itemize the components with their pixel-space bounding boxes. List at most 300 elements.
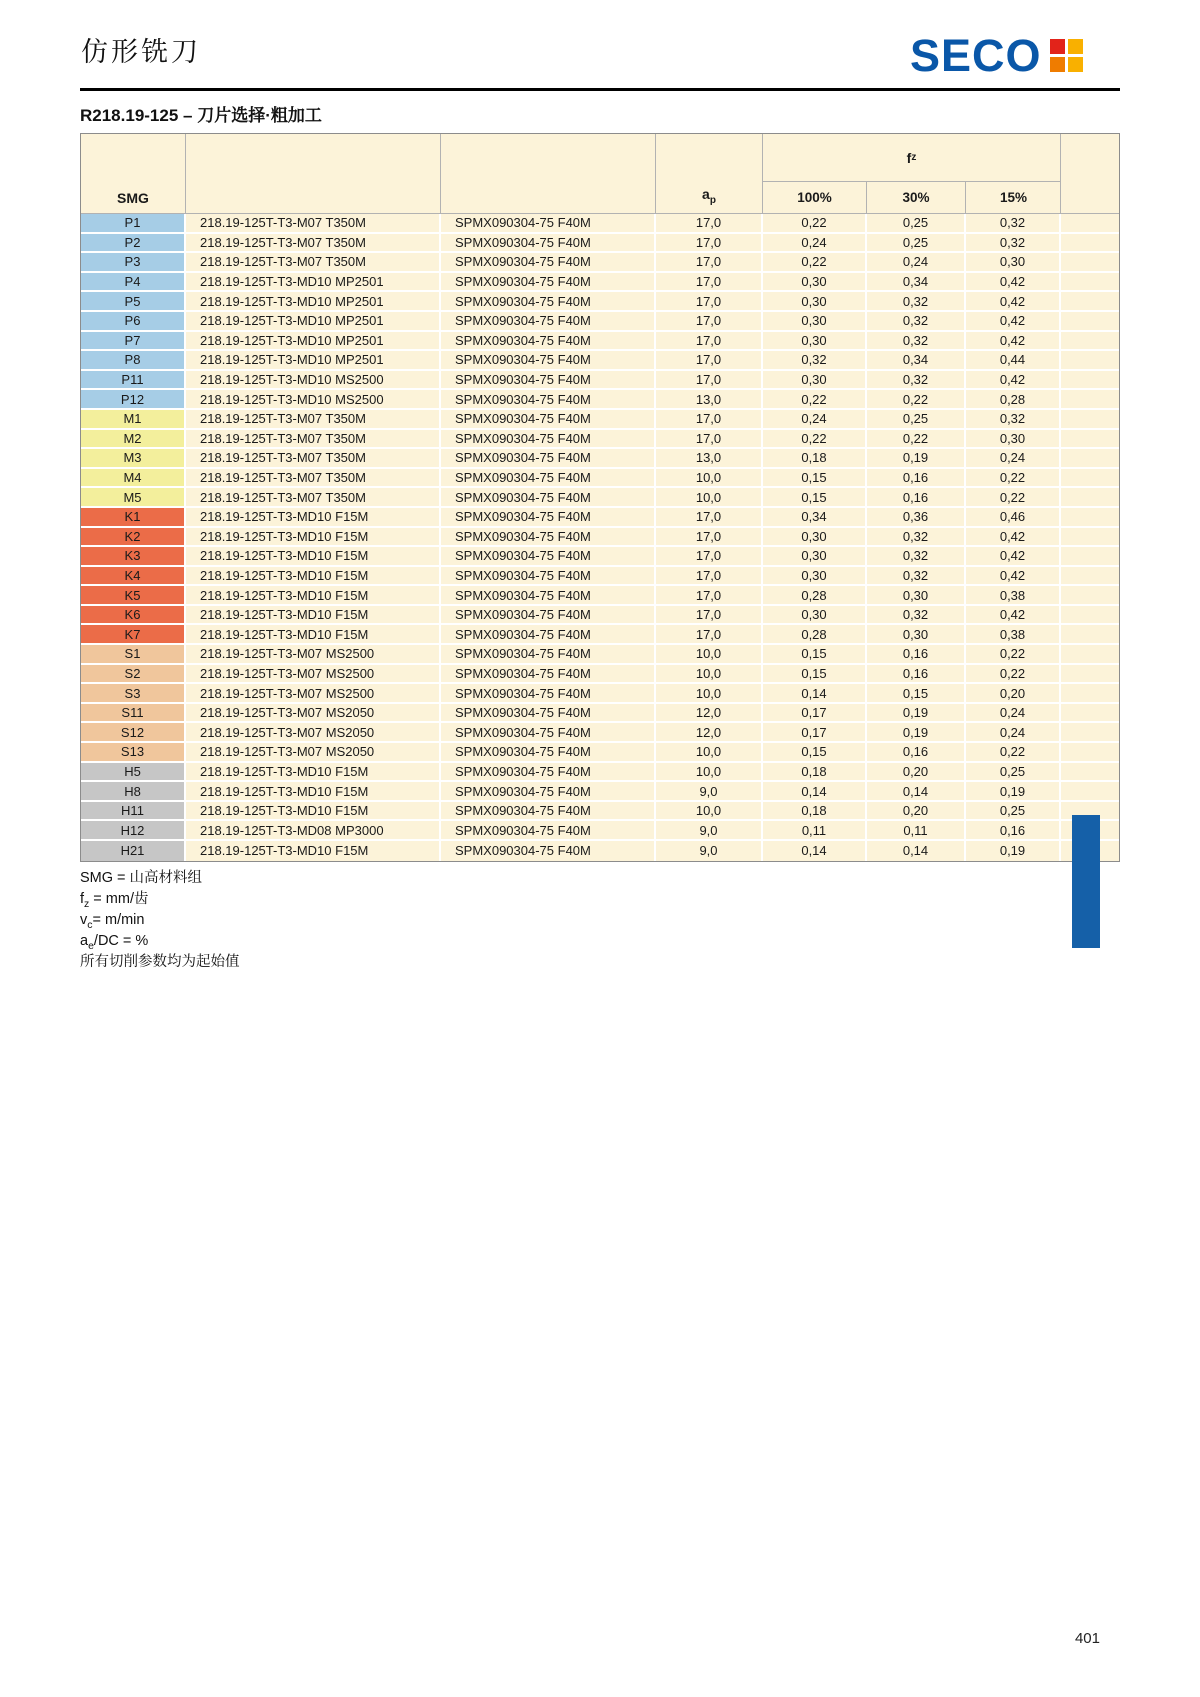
insert-cell: SPMX090304-75 F40M [441,645,656,665]
smg-cell: K3 [81,547,186,567]
table-row [81,469,1119,489]
spacer-cell [1061,606,1119,626]
insert-cell: SPMX090304-75 F40M [441,763,656,783]
insert-cell: SPMX090304-75 F40M [441,508,656,528]
table-row [81,273,1119,293]
insert-cell: SPMX090304-75 F40M [441,332,656,352]
fz-30-cell: 0,14 [867,841,966,861]
fz-100-cell: 0,34 [763,508,867,528]
fz-30-cell: 0,16 [867,645,966,665]
smg-cell: P8 [81,351,186,371]
seco-logo-text: SECO [910,30,1042,81]
insert-cell: SPMX090304-75 F40M [441,841,656,861]
spacer-cell [1061,567,1119,587]
fz-15-cell: 0,24 [966,723,1061,743]
fz-100-cell: 0,30 [763,606,867,626]
fz-15-cell: 0,42 [966,606,1061,626]
fz-15-cell: 0,44 [966,351,1061,371]
smg-cell: P6 [81,312,186,332]
fz-30-cell: 0,34 [867,273,966,293]
spacer-cell [1061,214,1119,234]
spacer-cell [1061,665,1119,685]
fz-100-cell: 0,15 [763,743,867,763]
smg-cell: K5 [81,586,186,606]
ap-cell: 13,0 [656,449,763,469]
fz-30-cell: 0,22 [867,390,966,410]
cutter-cell: 218.19-125T-T3-M07 MS2500 [186,665,441,685]
cutter-cell: 218.19-125T-T3-M07 MS2500 [186,645,441,665]
fz-100-cell: 0,22 [763,214,867,234]
cutter-cell: 218.19-125T-T3-MD10 MP2501 [186,332,441,352]
fz-100-cell: 0,18 [763,802,867,822]
seco-logo-square [1050,57,1065,72]
table-row [81,547,1119,567]
table-row [81,704,1119,724]
insert-cell: SPMX090304-75 F40M [441,704,656,724]
fz-30-cell: 0,32 [867,292,966,312]
insert-cell: SPMX090304-75 F40M [441,723,656,743]
footnote-line: $f_z = mm/$齿 [80,891,149,910]
table-row [81,430,1119,450]
seco-logo-square [1068,57,1083,72]
table-row [81,665,1119,685]
ap-cell: 17,0 [656,214,763,234]
smg-cell: P12 [81,390,186,410]
fz-30-cell: 0,36 [867,508,966,528]
fz-15-cell: 0,22 [966,743,1061,763]
fz-30-cell: 0,32 [867,332,966,352]
ap-cell: 9,0 [656,841,763,861]
fz-15-cell: 0,38 [966,586,1061,606]
seco-logo-square [1068,39,1083,54]
side-tab [1072,815,1100,948]
empty-header [1061,134,1119,213]
table-row [81,292,1119,312]
fz-15-cell: 0,42 [966,273,1061,293]
cutter-cell: 218.19-125T-T3-M07 T350M [186,410,441,430]
fz-15-cell: 0,30 [966,253,1061,273]
footnote-line: $a_e/DC$ = % [80,933,149,952]
fz-15-cell: 0,32 [966,234,1061,254]
cutter-cell: 218.19-125T-T3-MD10 F15M [186,528,441,548]
ap-cell: 10,0 [656,488,763,508]
cutter-cell: 218.19-125T-T3-M07 T350M [186,449,441,469]
smg-cell: H11 [81,802,186,822]
smg-cell: K2 [81,528,186,548]
spacer-cell [1061,351,1119,371]
smg-cell: H21 [81,841,186,861]
header-rule [80,88,1120,91]
fz-15-cell: 0,24 [966,704,1061,724]
spacer-cell [1061,292,1119,312]
insert-cell: SPMX090304-75 F40M [441,625,656,645]
table-row [81,234,1119,254]
fz-15-cell: 0,22 [966,665,1061,685]
insert-cell: SPMX090304-75 F40M [441,390,656,410]
fz-30-cell: 0,14 [867,782,966,802]
table-row [81,508,1119,528]
fz-100-cell: 0,30 [763,273,867,293]
insert-cell: SPMX090304-75 F40M [441,469,656,489]
fz-15-cell: 0,25 [966,802,1061,822]
fz-100-cell: 0,11 [763,821,867,841]
smg-cell: P7 [81,332,186,352]
table-row [81,743,1119,763]
cutter-cell: 218.19-125T-T3-MD10 MP2501 [186,312,441,332]
percent-header-15: 15% [999,190,1028,205]
fz-30-cell: 0,32 [867,371,966,391]
smg-cell: P11 [81,371,186,391]
ap-cell: 10,0 [656,645,763,665]
smg-cell: S12 [81,723,186,743]
cutter-cell: 218.19-125T-T3-MD10 F15M [186,606,441,626]
ap-cell: 10,0 [656,802,763,822]
fz-15-cell: 0,42 [966,292,1061,312]
insert-cell: SPMX090304-75 F40M [441,273,656,293]
cutter-cell: 218.19-125T-T3-M07 MS2050 [186,723,441,743]
fz-30-cell: 0,30 [867,625,966,645]
cutter-cell: 218.19-125T-T3-M07 MS2050 [186,704,441,724]
cutter-cell: 218.19-125T-T3-MD08 MP3000 [186,821,441,841]
spacer-cell [1061,234,1119,254]
fz-100-cell: 0,30 [763,528,867,548]
table-header [81,134,1119,214]
table-row [81,528,1119,548]
table-row [81,567,1119,587]
fz-30-cell: 0,16 [867,488,966,508]
fz-30-cell: 0,19 [867,704,966,724]
fz-15-cell: 0,28 [966,390,1061,410]
smg-cell: P4 [81,273,186,293]
footnote-line: $v_c= m/\min$ [80,912,145,931]
table-row [81,821,1119,841]
fz-15-cell: 0,19 [966,841,1061,861]
fz-100-cell: 0,22 [763,430,867,450]
fz-15-cell: 0,32 [966,410,1061,430]
insert-cell: SPMX090304-75 F40M [441,547,656,567]
fz-15-cell: 0,22 [966,488,1061,508]
spacer-cell [1061,528,1119,548]
smg-cell: H8 [81,782,186,802]
spacer-cell [1061,410,1119,430]
seco-logo-square [1050,39,1065,54]
cutter-cell: 218.19-125T-T3-MD10 MP2501 [186,351,441,371]
ap-cell: 12,0 [656,723,763,743]
fz-100-cell: 0,30 [763,312,867,332]
spacer-cell [1061,782,1119,802]
table-row [81,449,1119,469]
fz-15-cell: 0,42 [966,371,1061,391]
ap-cell: 17,0 [656,312,763,332]
fz-100-cell: 0,28 [763,586,867,606]
cutter-cell: 218.19-125T-T3-MD10 MS2500 [186,371,441,391]
fz-15-cell: 0,30 [966,430,1061,450]
fz-label: f z [763,134,1060,182]
ap-cell: 17,0 [656,332,763,352]
spacer-cell [1061,743,1119,763]
ap-cell: 17,0 [656,273,763,293]
ap-cell: 9,0 [656,821,763,841]
fz-100-cell: 0,30 [763,292,867,312]
smg-cell: K4 [81,567,186,587]
fz-30-cell: 0,15 [867,684,966,704]
spacer-cell [1061,586,1119,606]
table-row [81,782,1119,802]
spacer-cell [1061,312,1119,332]
fz-30-cell: 0,11 [867,821,966,841]
fz-100-cell: 0,14 [763,782,867,802]
table-body [81,214,1119,861]
fz-30-cell: 0,30 [867,586,966,606]
insert-cell: SPMX090304-75 F40M [441,743,656,763]
fz-30-cell: 0,19 [867,723,966,743]
table-row [81,606,1119,626]
insert-cell: SPMX090304-75 F40M [441,430,656,450]
fz-30-cell: 0,16 [867,469,966,489]
fz-15-cell: 0,42 [966,312,1061,332]
table-row [81,763,1119,783]
insert-cell: SPMX090304-75 F40M [441,665,656,685]
ap-cell: 17,0 [656,292,763,312]
insert-cell: SPMX090304-75 F40M [441,410,656,430]
fz-100-cell: 0,15 [763,469,867,489]
fz-100-cell: 0,28 [763,625,867,645]
smg-cell: K1 [81,508,186,528]
fz-100-cell: 0,30 [763,567,867,587]
fz-100-cell: 0,17 [763,723,867,743]
table-row [81,351,1119,371]
cutter-cell: 218.19-125T-T3-M07 T350M [186,214,441,234]
table-row [81,214,1119,234]
table-row [81,802,1119,822]
spacer-cell [1061,469,1119,489]
fz-30-cell: 0,24 [867,253,966,273]
section-heading: R218.19-125 – 刀片选择·粗加工 [80,106,322,125]
spacer-cell [1061,508,1119,528]
fz-30-cell: 0,32 [867,567,966,587]
table-row [81,488,1119,508]
cutter-cell: 218.19-125T-T3-MD10 F15M [186,547,441,567]
spacer-cell [1061,723,1119,743]
cutter-cell: 218.19-125T-T3-MD10 MP2501 [186,292,441,312]
spacer-cell [1061,625,1119,645]
insert-cell: SPMX090304-75 F40M [441,684,656,704]
smg-cell: M5 [81,488,186,508]
cutter-cell: 218.19-125T-T3-MD10 F15M [186,782,441,802]
seco-logo [910,30,1083,81]
cutter-cell: 218.19-125T-T3-M07 T350M [186,430,441,450]
ap-cell: 17,0 [656,410,763,430]
ap-cell: 17,0 [656,567,763,587]
table-row [81,390,1119,410]
fz-header [763,134,1061,213]
ap-cell: 9,0 [656,782,763,802]
fz-100-cell: 0,30 [763,547,867,567]
table-row [81,586,1119,606]
spacer-cell [1061,371,1119,391]
smg-cell: M1 [81,410,186,430]
ap-cell: 13,0 [656,390,763,410]
ap-cell: 17,0 [656,371,763,391]
spacer-cell [1061,645,1119,665]
table-row [81,723,1119,743]
smg-cell: H12 [81,821,186,841]
fz-15-cell: 0,42 [966,528,1061,548]
insert-cell: SPMX090304-75 F40M [441,214,656,234]
ap-cell: 12,0 [656,704,763,724]
fz-15-cell: 0,25 [966,763,1061,783]
smg-cell: M2 [81,430,186,450]
fz-30-cell: 0,32 [867,312,966,332]
insert-cell: SPMX090304-75 F40M [441,606,656,626]
smg-cell: M4 [81,469,186,489]
fz-30-cell: 0,16 [867,743,966,763]
insert-header [441,134,656,213]
fz-15-cell: 0,42 [966,547,1061,567]
ap-cell: 17,0 [656,508,763,528]
spacer-cell [1061,684,1119,704]
cutter-cell: 218.19-125T-T3-M07 T350M [186,469,441,489]
ap-cell: 17,0 [656,547,763,567]
spacer-cell [1061,763,1119,783]
fz-100-cell: 0,30 [763,371,867,391]
fz-15-cell: 0,20 [966,684,1061,704]
fz-100-cell: 0,30 [763,332,867,352]
fz-15-cell: 0,46 [966,508,1061,528]
spacer-cell [1061,253,1119,273]
fz-30-cell: 0,19 [867,449,966,469]
ap-cell: 10,0 [656,684,763,704]
insert-cell: SPMX090304-75 F40M [441,586,656,606]
fz-15-cell: 0,24 [966,449,1061,469]
insert-cell: SPMX090304-75 F40M [441,782,656,802]
insert-cell: SPMX090304-75 F40M [441,351,656,371]
smg-cell: S2 [81,665,186,685]
ap-cell: 17,0 [656,606,763,626]
fz-30-cell: 0,20 [867,763,966,783]
ap-cell: 17,0 [656,430,763,450]
fz-15-cell: 0,32 [966,214,1061,234]
smg-cell: S13 [81,743,186,763]
insert-cell: SPMX090304-75 F40M [441,253,656,273]
cutter-header [186,134,441,213]
fz-30-cell: 0,25 [867,234,966,254]
cutter-cell: 218.19-125T-T3-MD10 F15M [186,567,441,587]
footnote-line: 所有切削参数均为起始值 [80,954,240,970]
seco-logo-mark-icon [1050,39,1083,72]
fz-100-cell: 0,32 [763,351,867,371]
cutter-cell: 218.19-125T-T3-M07 MS2050 [186,743,441,763]
smg-cell: S3 [81,684,186,704]
page-title: 仿形铣刀 [81,37,201,67]
ap-cell: 10,0 [656,763,763,783]
spacer-cell [1061,704,1119,724]
smg-cell: K7 [81,625,186,645]
cutter-cell: 218.19-125T-T3-MD10 F15M [186,508,441,528]
cutter-cell: 218.19-125T-T3-MD10 F15M [186,763,441,783]
spacer-cell [1061,488,1119,508]
percent-header-30: 30% [867,182,966,213]
fz-30-cell: 0,25 [867,410,966,430]
cutter-cell: 218.19-125T-T3-M07 MS2500 [186,684,441,704]
ap-cell: 17,0 [656,351,763,371]
smg-cell: H5 [81,763,186,783]
fz-100-cell: 0,22 [763,390,867,410]
insert-cell: SPMX090304-75 F40M [441,821,656,841]
fz-100-cell: 0,15 [763,665,867,685]
insert-cell: SPMX090304-75 F40M [441,528,656,548]
cutter-cell: 218.19-125T-T3-M07 T350M [186,253,441,273]
smg-cell: P2 [81,234,186,254]
fz-100-cell: 0,24 [763,410,867,430]
percent-header-100: 100% [763,182,867,213]
fz-15-cell: 0,22 [966,645,1061,665]
insert-selection-table [80,133,1120,862]
table-row [81,312,1119,332]
cutter-cell: 218.19-125T-T3-MD10 MP2501 [186,273,441,293]
page-number: 401 [1074,1630,1100,1647]
fz-100-cell: 0,14 [763,841,867,861]
fz-100-cell: 0,17 [763,704,867,724]
insert-cell: SPMX090304-75 F40M [441,449,656,469]
table-row [81,410,1119,430]
table-row [81,625,1119,645]
cutter-cell: 218.19-125T-T3-MD10 F15M [186,841,441,861]
smg-cell: K6 [81,606,186,626]
smg-cell: S11 [81,704,186,724]
smg-cell: P3 [81,253,186,273]
smg-cell: P5 [81,292,186,312]
fz-100-cell: 0,14 [763,684,867,704]
spacer-cell [1061,273,1119,293]
fz-100-cell: 0,24 [763,234,867,254]
fz-15-cell: 0,19 [966,782,1061,802]
spacer-cell [1061,449,1119,469]
cutter-cell: 218.19-125T-T3-MD10 F15M [186,802,441,822]
smg-cell: S1 [81,645,186,665]
fz-30-cell: 0,25 [867,214,966,234]
insert-cell: SPMX090304-75 F40M [441,488,656,508]
ap-header [656,134,763,213]
fz-15-cell: 0,42 [966,332,1061,352]
fz-15-cell: 0,42 [966,567,1061,587]
table-row [81,841,1119,861]
spacer-cell [1061,332,1119,352]
smg-header [81,134,186,213]
fz-100-cell: 0,18 [763,763,867,783]
insert-cell: SPMX090304-75 F40M [441,234,656,254]
fz-100-cell: 0,18 [763,449,867,469]
fz-30-cell: 0,22 [867,430,966,450]
ap-header-label: $a_p$ [702,186,716,206]
fz-100-cell: 0,15 [763,645,867,665]
spacer-cell [1061,547,1119,567]
smg-header-label: SMG [117,190,149,206]
ap-cell: 17,0 [656,234,763,254]
insert-cell: SPMX090304-75 F40M [441,567,656,587]
ap-cell: 17,0 [656,586,763,606]
spacer-cell [1061,390,1119,410]
cutter-cell: 218.19-125T-T3-MD10 MS2500 [186,390,441,410]
spacer-cell [1061,430,1119,450]
ap-cell: 10,0 [656,665,763,685]
insert-cell: SPMX090304-75 F40M [441,371,656,391]
footnote-line: SMG = 山高材料组 [80,870,203,886]
fz-30-cell: 0,20 [867,802,966,822]
table-row [81,645,1119,665]
table-row [81,253,1119,273]
fz-15-cell: 0,22 [966,469,1061,489]
